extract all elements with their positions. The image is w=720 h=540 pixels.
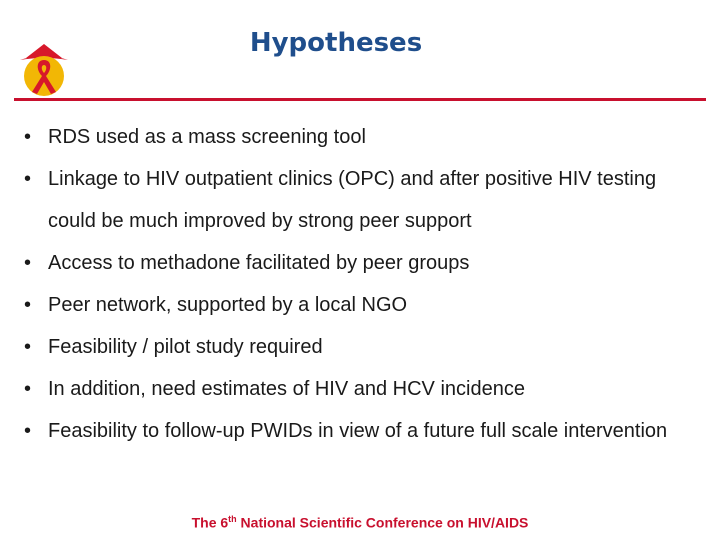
bullet-list [24, 116, 704, 452]
footer-suffix: National Scientific Conference on HIV/AIDS [236, 514, 529, 531]
bullet-item: • In addition, need estimates of HIV and HCV incidence [24, 368, 704, 410]
title-divider [14, 98, 706, 101]
bullet-item: • RDS used as a mass screening tool [24, 116, 704, 158]
bullet-item: • Access to methadone facilitated by peer groups [24, 242, 704, 284]
bullet-item: • Feasibility / pilot study required [24, 326, 704, 368]
bullet-item: • Feasibility to follow-up PWIDs in view of a future full scale intervention [24, 410, 704, 452]
slide-title: Hypotheses [249, 28, 423, 58]
footer-prefix: The 6 [191, 514, 229, 531]
footer-ordinal-suffix: th [228, 514, 237, 524]
bullet-item: • Peer network, supported by a local NGO [24, 284, 704, 326]
conference-footer [0, 514, 720, 531]
bullet-item: • Linkage to HIV outpatient clinics (OPC) and after positive HIV testing could be much improved by strong peer support [24, 158, 704, 242]
